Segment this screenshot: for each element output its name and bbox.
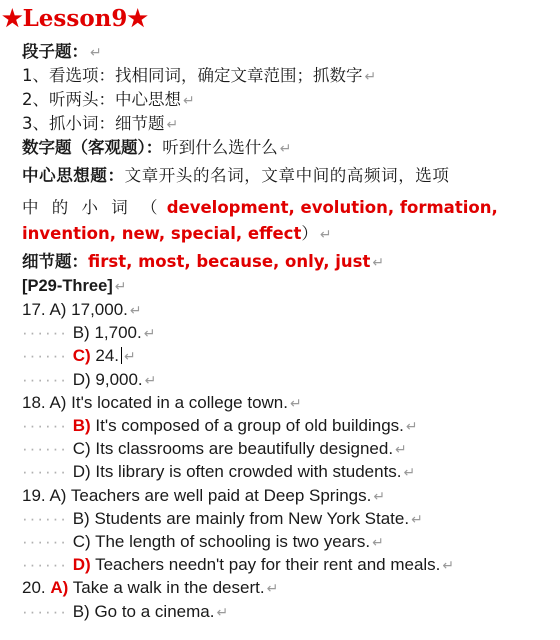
option-letter: D) <box>72 555 91 574</box>
option-text: 1,700. <box>94 323 142 342</box>
paragraph-mark-icon: ↵ <box>442 557 455 573</box>
duanzi-heading: 段子题： ↵ <box>22 42 102 61</box>
paragraph-mark-icon: ↵ <box>411 511 423 527</box>
option-letter: B) <box>72 416 91 435</box>
option-text: Its library is often crowded with students. <box>95 462 402 481</box>
question-number: 17. <box>22 300 46 319</box>
indent-dots: ······ <box>22 416 68 435</box>
option-letter: D) <box>72 462 91 481</box>
option-letter: C) <box>72 532 91 551</box>
option-text: 24. <box>95 346 120 365</box>
indent-dots: ······ <box>22 602 68 621</box>
paragraph-mark-icon: ↵ <box>216 604 229 620</box>
zhongxin-line-1: 中心思想题：文章开头的名词，文章中间的高频词，选项 <box>22 166 450 185</box>
option-text: Take a walk in the desert. <box>72 578 265 597</box>
duanzi-item-1: 1、看选项：找相同词，确定文章范围；抓数字 ↵ <box>22 66 377 85</box>
indent-dots: ······ <box>22 439 68 458</box>
question-1-option-0 <box>22 391 302 415</box>
question-0-option-2 <box>22 344 136 368</box>
option-text: 9,000. <box>95 370 143 389</box>
question-2-option-0 <box>22 484 385 508</box>
option-text: Teachers needn't pay for their rent and meals. <box>95 555 441 574</box>
xijie-line: 细节题：first, most, because, only, just ↵ <box>22 252 385 271</box>
indent-dots: ······ <box>22 532 68 551</box>
question-3-option-1 <box>22 600 228 624</box>
option-letter: B) <box>72 509 90 528</box>
paragraph-mark-icon: ↵ <box>129 302 142 318</box>
option-text: It's composed of a group of old buildings. <box>95 416 404 435</box>
section-ref: [P29-Three] ↵ <box>22 277 127 295</box>
text-cursor <box>121 347 122 364</box>
question-1-option-2 <box>22 437 407 461</box>
indent-dots: ······ <box>22 346 68 365</box>
paragraph-mark-icon: ↵ <box>124 348 136 364</box>
indent-dots: ······ <box>22 323 68 342</box>
question-0-option-1 <box>22 321 155 345</box>
indent-dots: ······ <box>22 462 68 481</box>
question-1-option-1 <box>22 414 418 438</box>
option-letter: C) <box>72 439 91 458</box>
option-text: Its classrooms are beautifully designed. <box>95 439 394 458</box>
option-letter: B) <box>72 323 90 342</box>
paragraph-mark-icon: ↵ <box>373 488 386 504</box>
paragraph-mark-icon: ↵ <box>144 372 157 388</box>
option-letter: D) <box>72 370 91 389</box>
indent-dots: ······ <box>22 555 68 574</box>
paragraph-mark-icon: ↵ <box>395 441 407 457</box>
question-0-option-0 <box>22 298 142 322</box>
duanzi-item-3: 3、抓小词：细节题 ↵ <box>22 114 179 133</box>
option-text: Students are mainly from New York State. <box>94 509 410 528</box>
option-text: The length of schooling is two years. <box>95 532 371 551</box>
question-3-option-0 <box>22 576 278 600</box>
paragraph-mark-icon: ↵ <box>403 464 416 480</box>
option-text: It's located in a college town. <box>71 393 288 412</box>
question-2-option-2 <box>22 530 384 554</box>
duanzi-item-2: 2、听两头：中心思想 ↵ <box>22 90 195 109</box>
option-text: Go to a cinema. <box>94 602 215 621</box>
question-2-option-3 <box>22 553 454 577</box>
option-text: 17,000. <box>71 300 128 319</box>
option-letter: A) <box>50 578 69 597</box>
zhongxin-line-2: 中 的 小 词 （ development, evolution, formation, <box>22 198 498 217</box>
option-letter: A) <box>49 300 67 319</box>
question-number: 18. <box>22 393 46 412</box>
question-number: 19. <box>22 486 46 505</box>
zhongxin-line-3: invention, new, special, effect） ↵ <box>22 224 332 243</box>
indent-dots: ······ <box>22 370 68 389</box>
question-0-option-3 <box>22 368 156 392</box>
question-number: 20. <box>22 578 46 597</box>
option-letter: A) <box>49 393 67 412</box>
paragraph-mark-icon: ↵ <box>372 534 384 550</box>
option-letter: C) <box>72 346 91 365</box>
option-text: Teachers are well paid at Deep Springs. <box>70 486 372 505</box>
indent-dots: ······ <box>22 509 68 528</box>
option-letter: B) <box>72 602 90 621</box>
paragraph-mark-icon: ↵ <box>143 325 156 341</box>
option-letter: A) <box>49 486 67 505</box>
question-2-option-1 <box>22 507 423 531</box>
paragraph-mark-icon: ↵ <box>266 580 279 596</box>
paragraph-mark-icon: ↵ <box>405 418 418 434</box>
question-1-option-3 <box>22 460 415 484</box>
paragraph-mark-icon: ↵ <box>290 395 302 411</box>
lesson-title: ★Lesson9★ <box>2 5 149 32</box>
shuzi-line: 数字题（客观题）：听到什么选什么 ↵ <box>22 138 292 157</box>
